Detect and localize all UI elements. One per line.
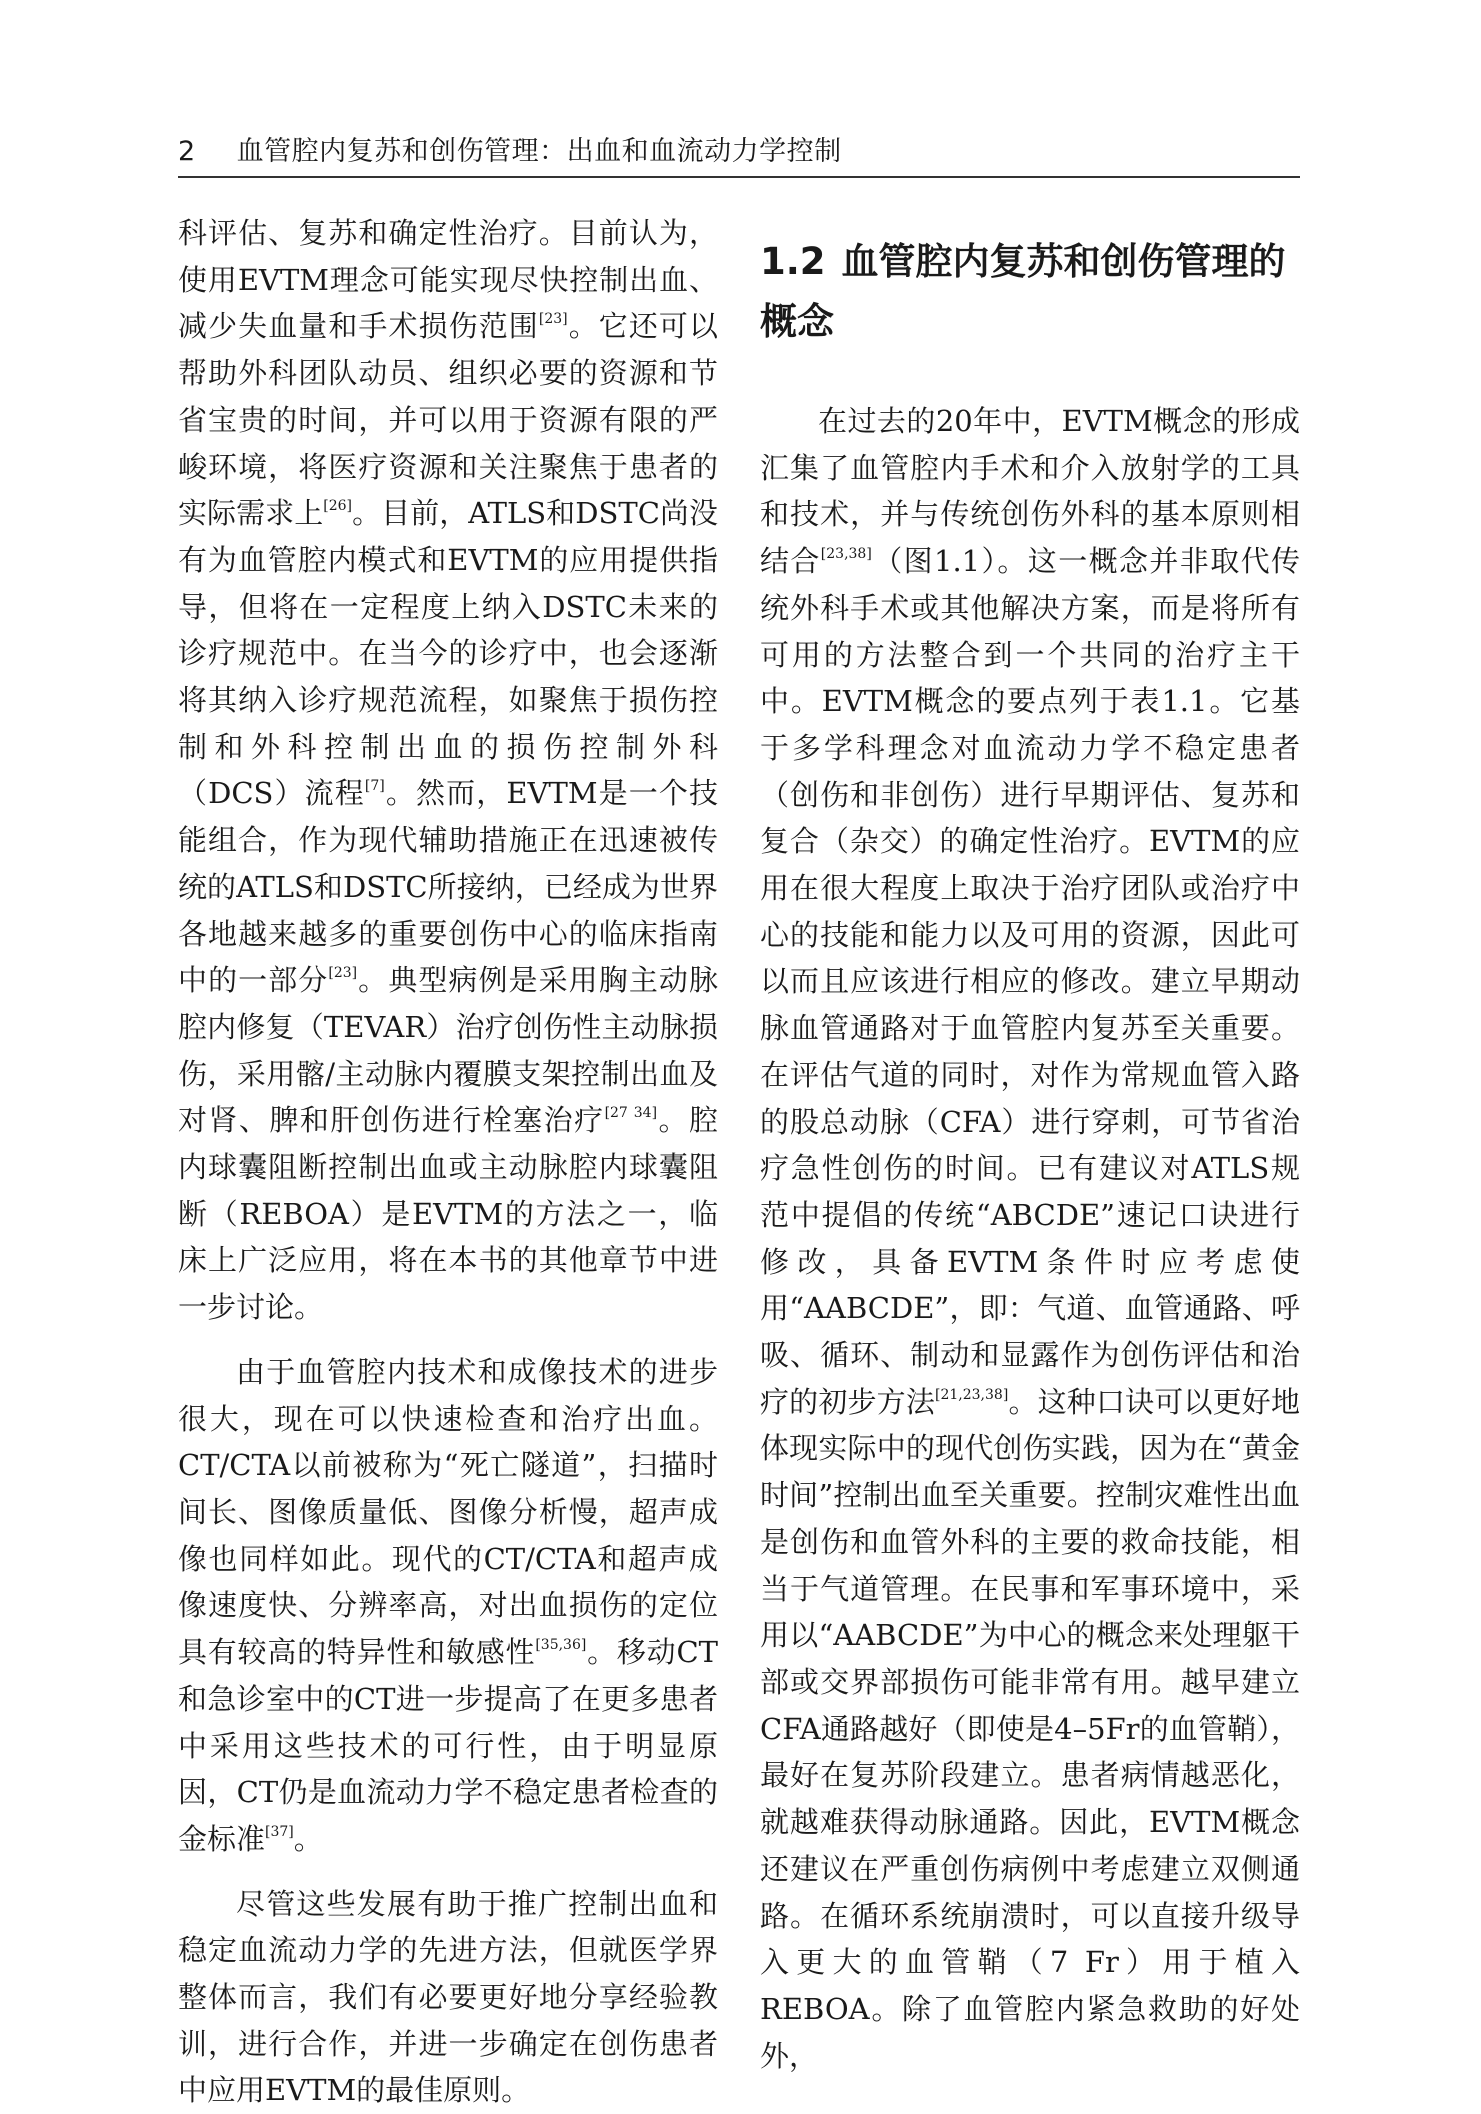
citation: [21,23,38] xyxy=(935,1386,1009,1403)
right-column xyxy=(760,210,1300,2079)
section-title: 血管腔内复苏和创伤管理的概念 xyxy=(760,240,1286,343)
citation: [23] xyxy=(328,965,358,982)
paragraph xyxy=(178,1349,718,1863)
citation: [23,38] xyxy=(820,546,872,563)
text-run: 科评估、复苏和确定性治疗。目前认为，使用EVTM理念可能实现尽快控制出血、减少失血量和手术损伤范围 xyxy=(178,216,718,344)
section-number: 1.2 xyxy=(760,240,826,283)
text-run: 。目前，ATLS和DSTC尚没有为血管腔内模式和EVTM的应用提供指导，但将在一定程度上纳入DSTC未来的诊疗规范中。在当今的诊疗中，也会逐渐将其纳入诊疗规范流程，如聚焦于损伤控制和外科控制出血的损伤控制外科（DCS）流程 xyxy=(178,496,718,811)
left-column xyxy=(178,210,718,2114)
citation: [23] xyxy=(538,311,568,328)
text-run: 。移动CT和急诊室中的CT进一步提高了在更多患者中采用这些技术的可行性，由于明显原因，CT仍是血流动力学不稳定患者检查的金标准 xyxy=(178,1635,718,1856)
citation: [27 34] xyxy=(604,1105,658,1122)
text-run: 尽管这些发展有助于推广控制出血和稳定血流动力学的先进方法，但就医学界整体而言，我们有必要更好地分享经验教训，进行合作，并进一步确定在创伤患者中应用EVTM的最佳原则。 xyxy=(178,1886,718,2108)
text-run: 。腔内球囊阻断控制出血或主动脉腔内球囊阻断（REBOA）是EVTM的方法之一，临床上广泛应用，将在本书的其他章节中进一步讨论。 xyxy=(178,1103,718,1325)
section-heading xyxy=(760,232,1300,352)
paragraph xyxy=(760,398,1300,2079)
paragraph xyxy=(178,1881,718,2114)
text-run: 由于血管腔内技术和成像技术的进步很大，现在可以快速检查和治疗出血。CT/CTA以前被称为“死亡隧道”，扫描时间长、图像质量低、图像分析慢，超声成像也同样如此。现代的CT/CTA和超声成像速度快、分辨率高，对出血损伤的定位具有较高的特异性和敏感性 xyxy=(178,1354,718,1670)
text-run: （图1.1）。这一概念并非取代传统外科手术或其他解决方案，而是将所有可用的方法整合到一个共同的治疗主干中。EVTM概念的要点列于表1.1。它基于多学科理念对血流动力学不稳定患者（创伤和非创伤）进行早期评估、复苏和复合（杂交）的确定性治疗。EVTM的应用在很大程度上取决于治疗团队或治疗中心的技能和能力以及可用的资源，因此可以而且应该进行相应的修改。建立早期动脉血管通路对于血管腔内复苏至关重要。在评估气道的同时，对作为常规血管入路的股总动脉（CFA）进行穿刺，可节省治疗急性创伤的时间。已有建议对ATLS规范中提倡的传统“ABCDE”速记口诀进行修改，具备EVTM条件时应考虑使用“AABCDE”，即：气道、血管通路、呼吸、循环、制动和显露作为创伤评估和治疗的初步方法 xyxy=(760,544,1300,1419)
citation: [35,36] xyxy=(535,1637,587,1654)
text-run: 。典型病例是采用胸主动脉腔内修复（TEVAR）治疗创伤性主动脉损伤，采用髂/主动脉内覆膜支架控制出血及对肾、脾和肝创伤进行栓塞治疗 xyxy=(178,963,718,1138)
running-header xyxy=(178,128,1300,178)
text-run: 。然而，EVTM是一个技能组合，作为现代辅助措施正在迅速被传统的ATLS和DSTC所接纳，已经成为世界各地越来越多的重要创伤中心的临床指南中的一部分 xyxy=(178,776,718,998)
citation: [7] xyxy=(364,778,385,795)
text-run: 在过去的20年中，EVTM概念的形成汇集了血管腔内手术和介入放射学的工具和技术，并与传统创伤外科的基本原则相结合 xyxy=(760,404,1300,579)
text-run: 。这种口诀可以更好地体现实际中的现代创伤实践，因为在“黄金时间”控制出血至关重要。控制灾难性出血是创伤和血管外科的主要的救命技能，相当于气道管理。在民事和军事环境中，采用以“AABCDE”为中心的概念来处理躯干部或交界部损伤可能非常有用。越早建立CFA通路越好（即使是4–5Fr的血管鞘），最好在复苏阶段建立。患者病情越恶化，就越难获得动脉通路。因此，EVTM概念还建议在严重创伤病例中考虑建立双侧通路。在循环系统崩溃时，可以直接升级导入更大的血管鞘（7 Fr）用于植入REBOA。除了血管腔内紧急救助的好处外， xyxy=(760,1384,1300,2073)
page-number: 2 xyxy=(178,136,196,167)
paragraph xyxy=(178,210,718,1331)
text-run: 。它还可以帮助外科团队动员、组织必要的资源和节省宝贵的时间，并可以用于资源有限的严峻环境，将医疗资源和关注聚焦于患者的实际需求上 xyxy=(178,309,718,531)
running-title: 血管腔内复苏和创伤管理：出血和血流动力学控制 xyxy=(236,136,842,167)
citation: [37] xyxy=(265,1823,294,1840)
citation: [26] xyxy=(323,498,353,515)
text-run: 。 xyxy=(293,1821,323,1856)
